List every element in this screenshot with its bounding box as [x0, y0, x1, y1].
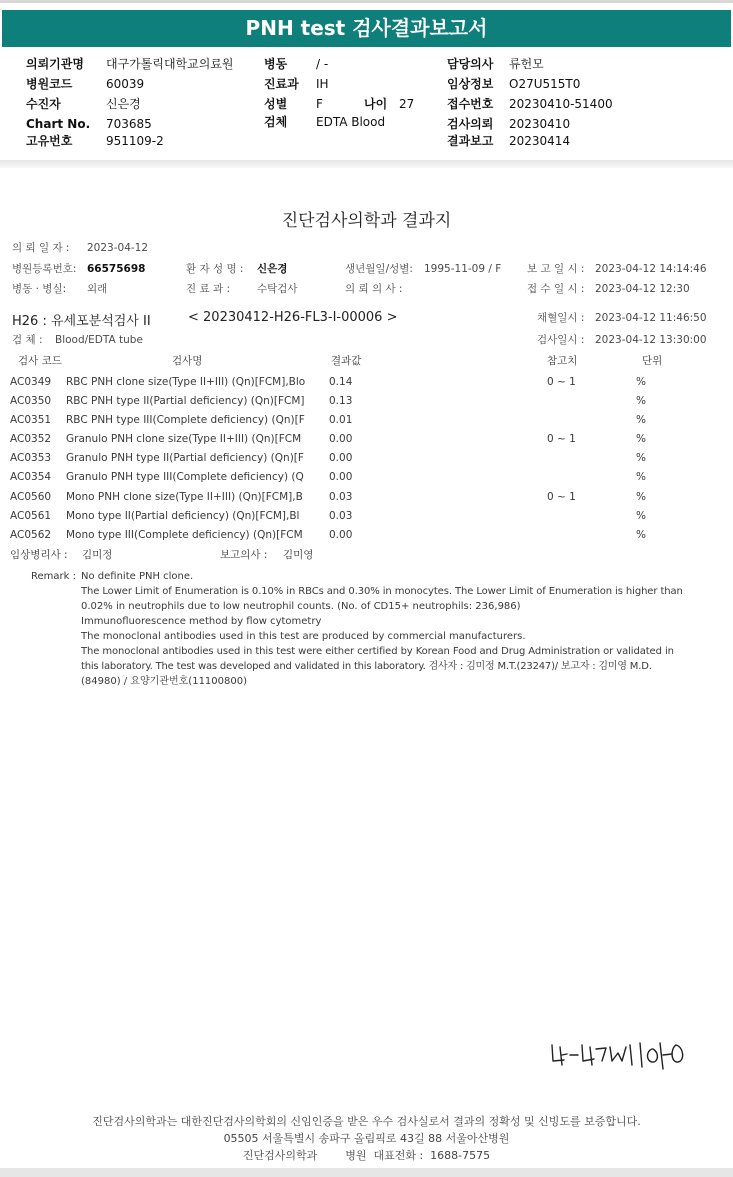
- row-test-name: RBC PNH clone size(Type II+III) (Qn)[FCM],Blo: [66, 376, 306, 388]
- remark-line: The monoclonal antibodies used in this test are produced by commercial manufacturers.: [81, 631, 526, 642]
- label-ward: 병동: [264, 57, 288, 71]
- label-requesting-institution: 의뢰기관명: [26, 57, 84, 71]
- row-result: 0.00: [329, 471, 353, 483]
- label-specimen: 검체: [264, 115, 288, 129]
- report-time-value: 2023-04-12 14:14:46: [595, 263, 707, 275]
- row-result: 0.13: [329, 395, 353, 407]
- row-result: 0.00: [329, 452, 353, 464]
- row-test-name: Mono PNH clone size(Type II+III) (Qn)[FCM],B: [66, 491, 303, 503]
- row-unit: %: [636, 376, 646, 388]
- dept-value: 수탁검사: [257, 283, 298, 295]
- handwritten-signature: [548, 1035, 693, 1079]
- dept-label: 진 료 과 :: [186, 283, 230, 295]
- row-test-name: Mono type II(Partial deficiency) (Qn)[FCM],Bl: [66, 510, 300, 522]
- request-date-value: 2023-04-12: [87, 242, 149, 254]
- row-result: 0.14: [329, 376, 353, 388]
- top-border: [0, 0, 733, 3]
- row-test-name: RBC PNH type II(Partial deficiency) (Qn)[FCM]: [66, 395, 305, 407]
- collect-time-label: 채혈일시 :: [537, 312, 585, 324]
- report-time-label: 보 고 일 시 :: [527, 263, 585, 275]
- value-unique-no: 951109-2: [106, 134, 164, 148]
- value-chart-no: 703685: [106, 117, 152, 131]
- patient-name-label: 환 자 성 명 :: [186, 263, 244, 275]
- receipt-time-value: 2023-04-12 12:30: [595, 283, 690, 295]
- ward-room-label: 병동 · 병실:: [12, 283, 67, 295]
- label-patient: 수진자: [26, 97, 61, 111]
- value-sex: F: [316, 97, 323, 111]
- remark-line: Immunofluorescence method by flow cytometry: [81, 616, 322, 627]
- pathologist-label: 임상병리사 :: [10, 549, 68, 561]
- label-attending-doctor: 담당의사: [447, 57, 494, 71]
- row-test-name: Granulo PNH type II(Partial deficiency) (Qn)[F: [66, 452, 304, 464]
- birth-sex-label: 생년월일/성별:: [345, 263, 413, 275]
- label-result-report: 결과보고: [447, 134, 494, 148]
- report-title: PNH test 검사결과보고서: [245, 16, 488, 40]
- reg-no-label: 병원등록번호:: [12, 263, 77, 275]
- col-header-code: 검사 코드: [18, 355, 62, 367]
- row-code: AC0354: [10, 471, 52, 483]
- row-unit: %: [636, 491, 646, 503]
- row-code: AC0350: [10, 395, 52, 407]
- row-unit: %: [636, 471, 646, 483]
- row-test-name: RBC PNH type III(Complete deficiency) (Qn)[F: [66, 414, 305, 426]
- ward-room-value: 외래: [87, 283, 108, 295]
- specimen-value: Blood/EDTA tube: [55, 334, 143, 346]
- request-date-label: 의 뢰 일 자 :: [12, 242, 70, 254]
- collect-time-value: 2023-04-12 11:46:50: [595, 312, 707, 324]
- label-unique-no: 고유번호: [26, 134, 73, 148]
- value-ward: / -: [316, 57, 329, 71]
- row-test-name: Granulo PNH clone size(Type II+III) (Qn)[FCM: [66, 433, 302, 445]
- value-clinical-info: O27U515T0: [509, 77, 581, 91]
- specimen-label: 검 체 :: [12, 334, 43, 346]
- value-patient: 신은경: [106, 97, 141, 111]
- reporter-label: 보고의사 :: [220, 549, 268, 561]
- report-title-bar: [2, 10, 731, 47]
- row-code: AC0562: [10, 529, 52, 541]
- remark-first: No definite PNH clone.: [81, 571, 194, 582]
- row-code: AC0352: [10, 433, 52, 445]
- row-result: 0.01: [329, 414, 353, 426]
- col-header-ref: 참고치: [547, 355, 578, 367]
- row-ref: 0 ~ 1: [547, 433, 576, 445]
- row-unit: %: [636, 395, 646, 407]
- remark-line: The monoclonal antibodies used in this test were either certified by Korean Food and Drug Administration or validated in: [81, 646, 674, 657]
- col-header-name: 검사명: [172, 355, 203, 367]
- row-unit: %: [636, 529, 646, 541]
- row-unit: %: [636, 433, 646, 445]
- col-header-unit: 단위: [642, 355, 663, 367]
- value-test-request: 20230410: [509, 117, 571, 131]
- reporter-value: 김미영: [283, 549, 314, 561]
- remark-label: Remark :: [31, 571, 76, 582]
- label-sex: 성별: [264, 97, 288, 111]
- col-header-result: 결과값: [331, 355, 362, 367]
- value-attending-doctor: 류헌모: [509, 57, 544, 71]
- row-unit: %: [636, 452, 646, 464]
- row-result: 0.00: [329, 433, 353, 445]
- row-code: AC0561: [10, 510, 52, 522]
- footer-address: 05505 서울특별시 송파구 올림픽로 43길 88 서울아산병원: [223, 1132, 510, 1145]
- exam-time-label: 검사일시 :: [537, 334, 585, 346]
- row-unit: %: [636, 414, 646, 426]
- patient-name-value: 신은경: [257, 263, 288, 275]
- reg-no-value: 66575698: [87, 263, 146, 275]
- row-code: AC0351: [10, 414, 52, 426]
- receipt-time-label: 접 수 일 시 :: [527, 283, 585, 295]
- value-receipt-no: 20230410-51400: [509, 97, 613, 111]
- footer-contact: 진단검사의학과 병원 대표전화 : 1688-7575: [242, 1149, 491, 1162]
- bottom-border: [0, 1168, 733, 1177]
- label-chart-no: Chart No.: [26, 117, 91, 131]
- birth-sex-value: 1995-11-09 / F: [424, 263, 502, 275]
- row-code: AC0353: [10, 452, 52, 464]
- label-test-request: 검사의뢰: [447, 117, 494, 131]
- value-hospital-code: 60039: [106, 77, 145, 91]
- value-department: IH: [316, 77, 329, 91]
- test-id: < 20230412-H26-FL3-I-00006 >: [188, 310, 398, 325]
- requesting-doctor-label: 의 뢰 의 사 :: [345, 283, 403, 295]
- footer-certification: 진단검사의학과는 대한진단검사의학회의 신임인증을 받은 우수 검사실로서 결과의 정확성 및 신빙도를 보증합니다.: [92, 1115, 641, 1128]
- label-age: 나이: [364, 97, 388, 111]
- row-code: AC0349: [10, 376, 52, 388]
- value-result-report: 20230414: [509, 134, 571, 148]
- section-divider: [0, 160, 733, 168]
- remark-line: (84980) / 요양기관번호(11100800): [81, 676, 248, 687]
- label-clinical-info: 임상정보: [447, 77, 494, 91]
- label-department: 진료과: [264, 77, 299, 91]
- row-result: 0.03: [329, 510, 353, 522]
- label-hospital-code: 병원코드: [26, 77, 73, 91]
- remark-body: [81, 584, 721, 689]
- row-ref: 0 ~ 1: [547, 376, 576, 388]
- row-test-name: Mono type III(Complete deficiency) (Qn)[FCM: [66, 529, 303, 541]
- pathologist-value: 김미정: [82, 549, 113, 561]
- value-requesting-institution: 대구가톨릭대학교의료원: [106, 57, 234, 71]
- row-code: AC0560: [10, 491, 52, 503]
- row-test-name: Granulo PNH type III(Complete deficiency) (Q: [66, 471, 304, 483]
- value-age: 27: [399, 97, 415, 111]
- exam-time-value: 2023-04-12 13:30:00: [595, 334, 707, 346]
- result-sheet-title: 진단검사의학과 결과지: [281, 211, 452, 231]
- remark-line: The Lower Limit of Enumeration is 0.10% in RBCs and 0.30% in monocytes. The Lower Limit of Enumeration is higher than: [81, 586, 683, 597]
- row-ref: 0 ~ 1: [547, 491, 576, 503]
- value-specimen: EDTA Blood: [316, 115, 386, 129]
- row-unit: %: [636, 510, 646, 522]
- row-result: 0.00: [329, 529, 353, 541]
- row-result: 0.03: [329, 491, 353, 503]
- remark-line: 0.02% in neutrophils due to low neutrophil counts. (No. of CD15+ neutrophils: 236,986): [81, 601, 521, 612]
- label-receipt-no: 접수번호: [447, 97, 494, 111]
- remark-line: this laboratory. The test was developed and validated in this laboratory. 검사자 : 김미정 M.T.(23247)/ 보고자 : 김미영 M.D.: [81, 661, 652, 672]
- test-name: H26 : 유세포분석검사 II: [12, 314, 151, 329]
